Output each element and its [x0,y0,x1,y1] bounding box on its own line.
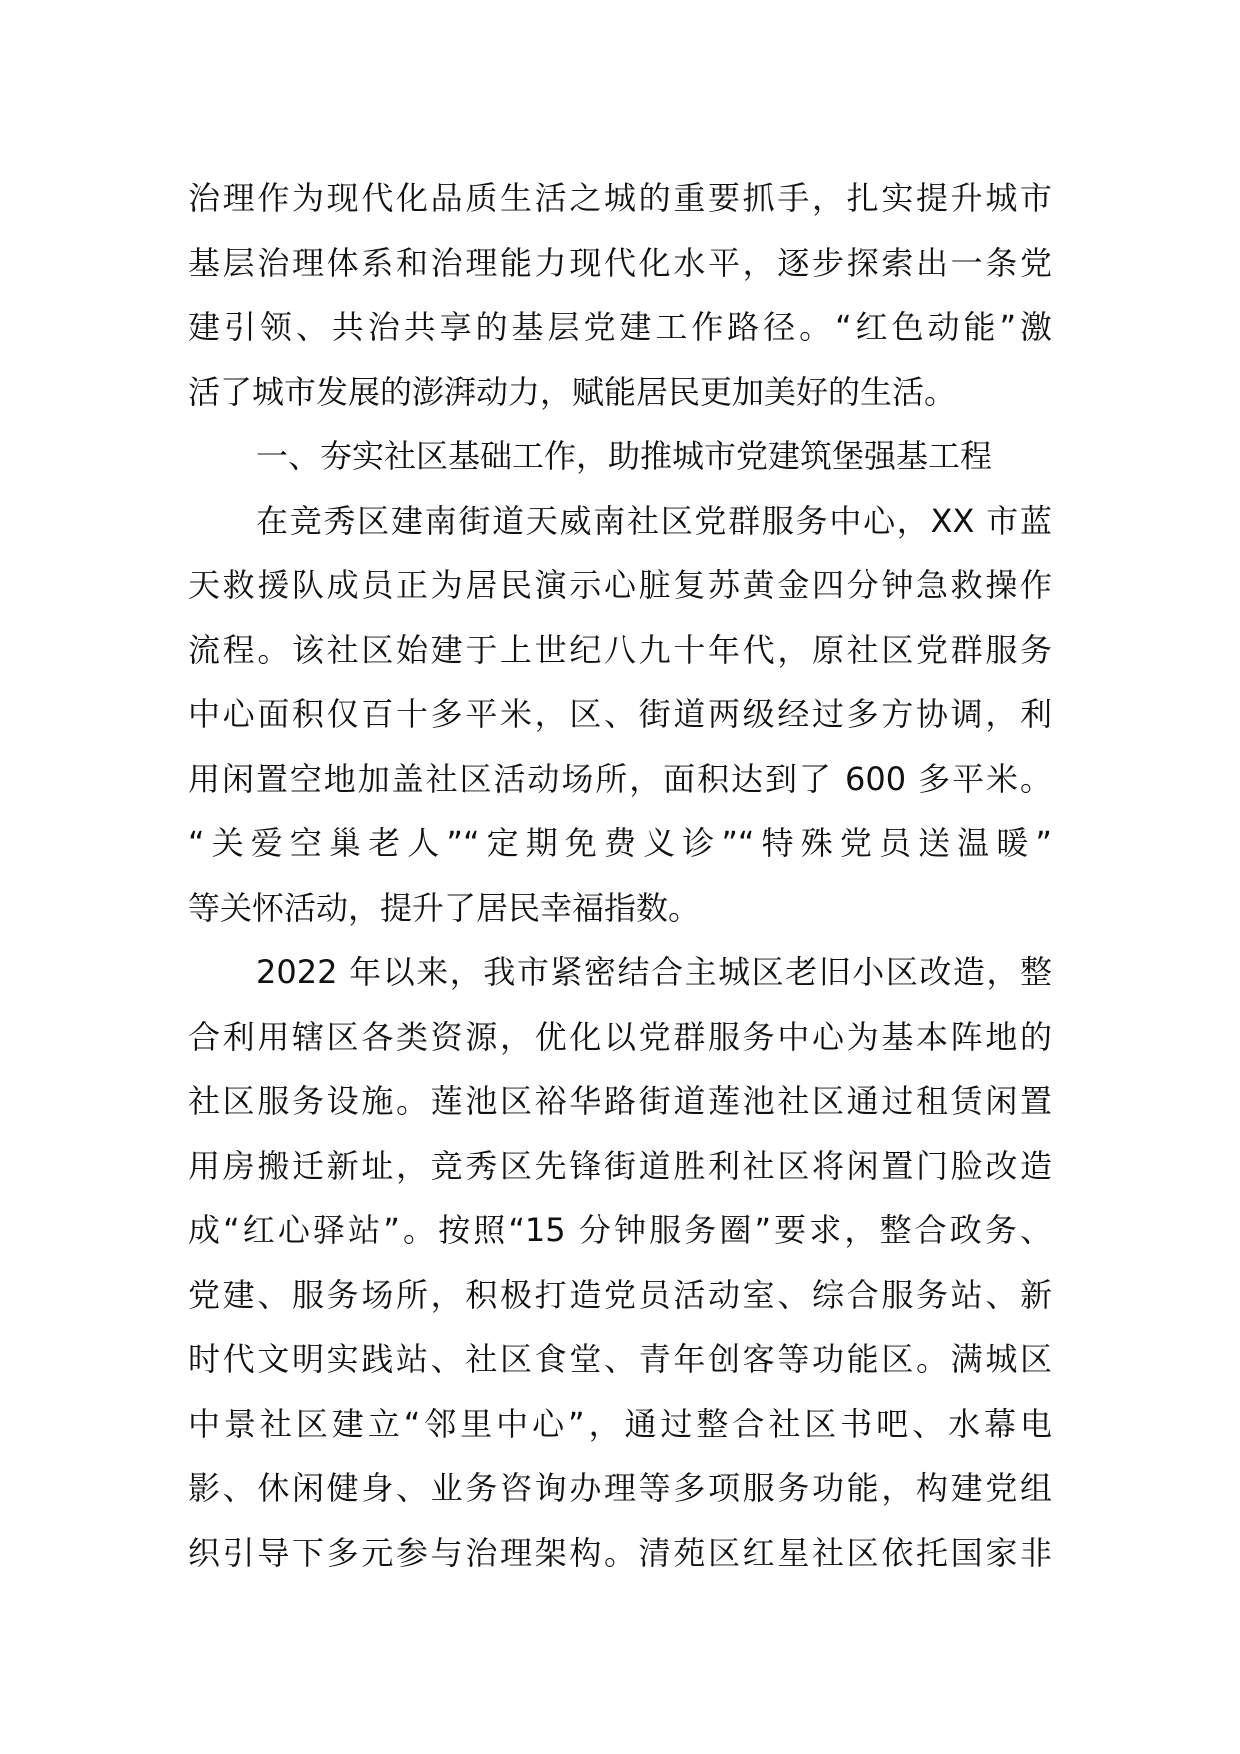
text-line: 织引导下多元参与治理架构。清苑区红星社区依托国家非 [188,1533,1052,1572]
text-line: 成“红心驿站”。按照“15 分钟服务圈”要求，整合政务、 [188,1211,1052,1249]
text-line: 等关怀活动，提升了居民幸福指数。 [188,888,701,927]
text-line: 用房搬迁新址，竞秀区先锋街道胜利社区将闲置门脸改造 [188,1146,1052,1185]
body-text [188,166,1052,1585]
text-line: 在竞秀区建南街道天威南社区党群服务中心，XX 市蓝 [256,501,1052,540]
text-line: 治理作为现代化品质生活之城的重要抓手，扎实提升城市 [188,179,1052,217]
text-line: 中心面积仅百十多平米，区、街道两级经过多方协调，利 [188,695,1052,733]
text-line: 基层治理体系和治理能力现代化水平，逐步探索出一条党 [188,243,1052,282]
text-line: 合利用辖区各类资源，优化以党群服务中心为基本阵地的 [188,1017,1052,1056]
text-line: 流程。该社区始建于上世纪八九十年代，原社区党群服务 [188,630,1052,669]
text-line: 建引领、共治共享的基层党建工作路径。“红色动能”激 [188,308,1052,346]
text-line: “关爱空巢老人”“定期免费义诊”“特殊党员送温暖” [188,824,1052,862]
text-line: 中景社区建立“邻里中心”，通过整合社区书吧、水幕电 [188,1404,1052,1443]
text-line: 社区服务设施。莲池区裕华路街道莲池社区通过租赁闲置 [188,1082,1052,1120]
text-line: 活了城市发展的澎湃动力，赋能居民更加美好的生活。 [188,372,957,411]
text-line: 党建、服务场所，积极打造党员活动室、综合服务站、新 [188,1275,1052,1314]
text-line: 2022 年以来，我市紧密结合主城区老旧小区改造，整 [256,953,1052,991]
section-heading: 一、夯实社区基础工作，助推城市党建筑堡强基工程 [256,437,993,475]
text-line: 用闲置空地加盖社区活动场所，面积达到了 600 多平米。 [188,759,1052,798]
text-line: 时代文明实践站、社区食堂、青年创客等功能区。满城区 [188,1340,1052,1378]
text-line: 天救援队成员正为居民演示心脏复苏黄金四分钟急救操作 [188,566,1052,604]
text-line: 影、休闲健身、业务咨询办理等多项服务功能，构建党组 [188,1469,1052,1507]
